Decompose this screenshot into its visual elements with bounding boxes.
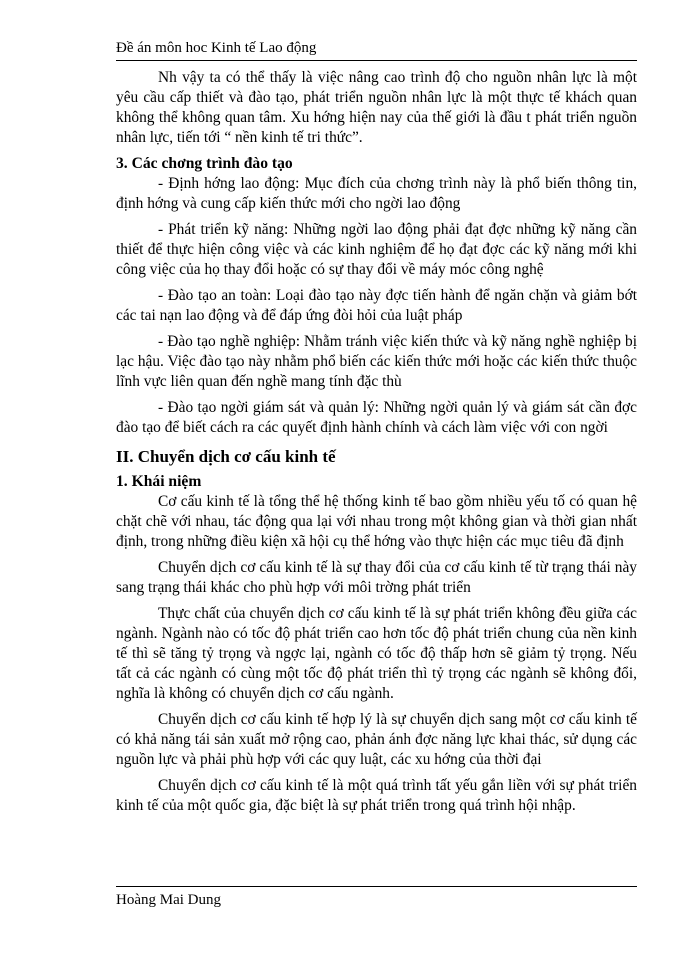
paragraph-vocational-training: - Đào tạo nghề nghiệp: Nhằm tránh việc kiến thức và kỹ năng nghề nghiệp bị lạc hậu. Việc đào tạo này nhằm phổ biến các kiến thức mới hoặc các kiến thức thuộc lĩnh vực liên quan đến nghề mang tính đặc thù (116, 333, 637, 390)
paragraph-safety-training: - Đào tạo an toàn: Loại đào tạo này đợc tiến hành để ngăn chặn và giảm bớt các tai nạn lao động và để đáp ứng đòi hỏi của luật pháp (116, 287, 637, 324)
paragraph-rational-shift: Chuyển dịch cơ cấu kinh tế hợp lý là sự chuyển dịch sang một cơ cấu kinh tế có khả năng tái sản xuất mở rộng cao, phản ánh đợc năng lực khai thác, sử dụng các nguồn lực và phải phù hợp với các quy luật, các xu hớng của thời đại (116, 711, 637, 768)
heading-concept: 1. Khái niệm (116, 473, 202, 490)
paragraph-shift-definition: Chuyển dịch cơ cấu kinh tế là sự thay đổi của cơ cấu kinh tế từ trạng thái này sang trạng thái khác cho phù hợp với môi trờng phát triển (116, 559, 637, 596)
heading-section-2: II. Chuyển dịch cơ cấu kinh tế (116, 447, 336, 466)
paragraph-shift-essence: Thực chất của chuyển dịch cơ cấu kinh tế là sự phát triển không đều giữa các ngành. Ngành nào có tốc độ phát triển cao hơn tốc độ phát triển chung của nền kinh tế thì sẽ tăng tỷ trọng và ngợc lại, ngành có tốc độ thấp hơn sẽ giảm tỷ trọng. Nếu tất cả các ngành có cùng một tốc độ phát triển thì tỷ trọng các ngành sẽ không đổi, nghĩa là không có chuyển dịch cơ cấu ngành. (116, 605, 637, 702)
paragraph-structure-definition: Cơ cấu kinh tế là tổng thể hệ thống kinh tế bao gồm nhiều yếu tố có quan hệ chặt chẽ với nhau, tác động qua lại với nhau trong một không gian và thời gian nhất định, trong những điều kiện xã hội cụ thể hớng vào thực hiện các mục tiêu đã định (116, 493, 637, 550)
paragraph-skill-development: - Phát triển kỹ năng: Những ngời lao động phải đạt đợc những kỹ năng cần thiết để thực hiện công việc và các kinh nghiệm để họ đạt đợc các kỹ năng mới khi công việc của họ thay đổi hoặc có sự thay đổi về máy móc công nghệ (116, 221, 637, 278)
header-divider (116, 60, 637, 61)
heading-training-programs: 3. Các chơng trình đào tạo (116, 155, 293, 172)
paragraph-intro: Nh vậy ta có thể thấy là việc nâng cao trình độ cho nguồn nhân lực là một yêu cầu cấp thiết và đào tạo, phát triển nguồn nhân lực là một thực tế khách quan không thể không quan tâm. Xu hớng hiện nay của thế giới là đầu t phát triển nguồn nhân lực, tiến tới “ nền kinh tế tri thức”. (116, 69, 637, 146)
paragraph-supervisor-training: - Đào tạo ngời giám sát và quản lý: Những ngời quản lý và giám sát cần đợc đào tạo để biết cách ra các quyết định hành chính và cách làm việc với con ngời (116, 399, 637, 436)
page-footer: Hoàng Mai Dung (116, 892, 221, 908)
footer-divider (116, 886, 637, 887)
page-header: Đề án môn hoc Kinh tế Lao động (116, 40, 317, 56)
paragraph-labor-orientation: - Định hớng lao động: Mục đích của chơng trình này là phổ biến thông tin, định hớng và cung cấp kiến thức mới cho ngời lao động (116, 175, 637, 212)
page-body (116, 68, 637, 816)
paragraph-shift-process: Chuyển dịch cơ cấu kinh tế là một quá trình tất yếu gắn liền với sự phát triển kinh tế của một quốc gia, đặc biệt là sự phát triển trong quá trình hội nhập. (116, 777, 637, 814)
